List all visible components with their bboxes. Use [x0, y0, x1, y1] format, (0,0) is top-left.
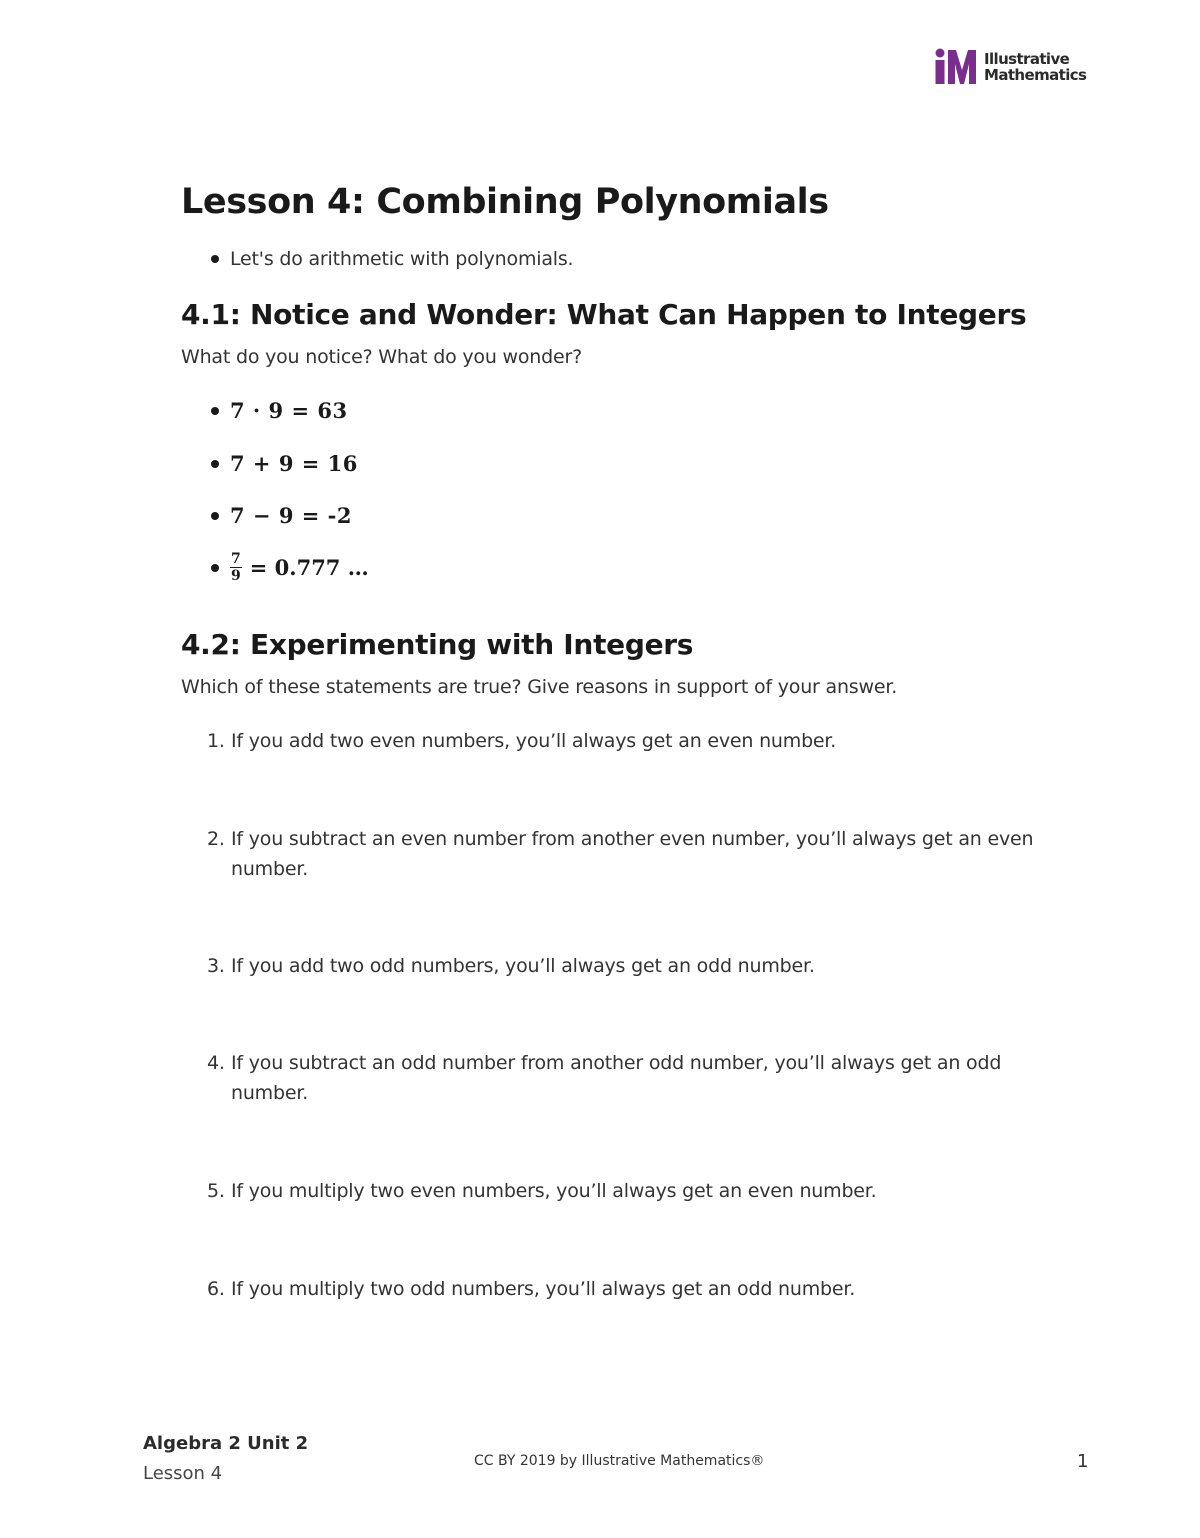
bullet-icon — [211, 460, 219, 468]
learning-goal — [211, 248, 573, 270]
statement-number: 1. — [207, 730, 225, 752]
bullet-icon — [211, 255, 219, 263]
logo-line-2: Mathematics — [984, 66, 1087, 84]
bullet-icon — [211, 512, 219, 520]
im-logo-icon — [934, 48, 978, 86]
statement-number: 6. — [207, 1278, 225, 1300]
statement-text: If you subtract an even number from another even number, you’ll always get an even number. — [231, 828, 1034, 880]
activity-4-1-title: 4.1: Notice and Wonder: What Can Happen to Integers — [181, 298, 1027, 331]
equation-text: 7 · 9 = 63 — [230, 398, 348, 423]
statement-item — [207, 1176, 1067, 1206]
fraction — [230, 552, 242, 583]
statement-item — [207, 1048, 1067, 1108]
activity-4-1-prompt: What do you notice? What do you wonder? — [181, 346, 582, 368]
equation-item — [211, 398, 348, 423]
statement-number: 4. — [207, 1052, 225, 1074]
statement-text: If you subtract an odd number from another odd number, you’ll always get an odd number. — [231, 1052, 1002, 1104]
fraction-result: = 0.777 … — [249, 555, 369, 580]
statement-item — [207, 824, 1067, 884]
footer-lesson: Lesson 4 — [143, 1463, 223, 1484]
logo-line-1: Illustrative — [984, 50, 1070, 68]
footer-license: CC BY 2019 by Illustrative Mathematics® — [474, 1453, 765, 1469]
fraction-denominator: 9 — [231, 568, 241, 584]
equation-text: 7 + 9 = 16 — [230, 451, 358, 476]
bullet-icon — [211, 564, 219, 572]
statement-number: 5. — [207, 1180, 225, 1202]
equation-item — [211, 503, 352, 528]
statement-text: If you add two odd numbers, you’ll always get an odd number. — [231, 955, 815, 977]
learning-goal-text: Let's do arithmetic with polynomials. — [230, 248, 574, 270]
fraction-numerator: 7 — [231, 551, 241, 567]
statement-item — [207, 1274, 1067, 1304]
page-number: 1 — [1077, 1451, 1089, 1472]
statement-text: If you multiply two odd numbers, you’ll always get an odd number. — [231, 1278, 856, 1300]
bullet-icon — [211, 407, 219, 415]
logo-wordmark — [984, 51, 1086, 83]
statement-item — [207, 726, 1067, 756]
statement-number: 2. — [207, 828, 225, 850]
illustrative-mathematics-logo — [934, 48, 1086, 86]
activity-4-2-title: 4.2: Experimenting with Integers — [181, 628, 694, 661]
statement-item — [207, 951, 1067, 981]
equation-item — [211, 451, 358, 476]
lesson-title: Lesson 4: Combining Polynomials — [181, 182, 829, 222]
equation-text: 7 − 9 = -2 — [230, 503, 352, 528]
activity-4-2-prompt: Which of these statements are true? Give reasons in support of your answer. — [181, 676, 898, 698]
statement-text: If you multiply two even numbers, you’ll always get an even number. — [231, 1180, 877, 1202]
equation-item-fraction — [211, 552, 369, 583]
statement-number: 3. — [207, 955, 225, 977]
footer-unit: Algebra 2 Unit 2 — [143, 1433, 309, 1454]
statement-text: If you add two even numbers, you’ll always get an even number. — [231, 730, 837, 752]
